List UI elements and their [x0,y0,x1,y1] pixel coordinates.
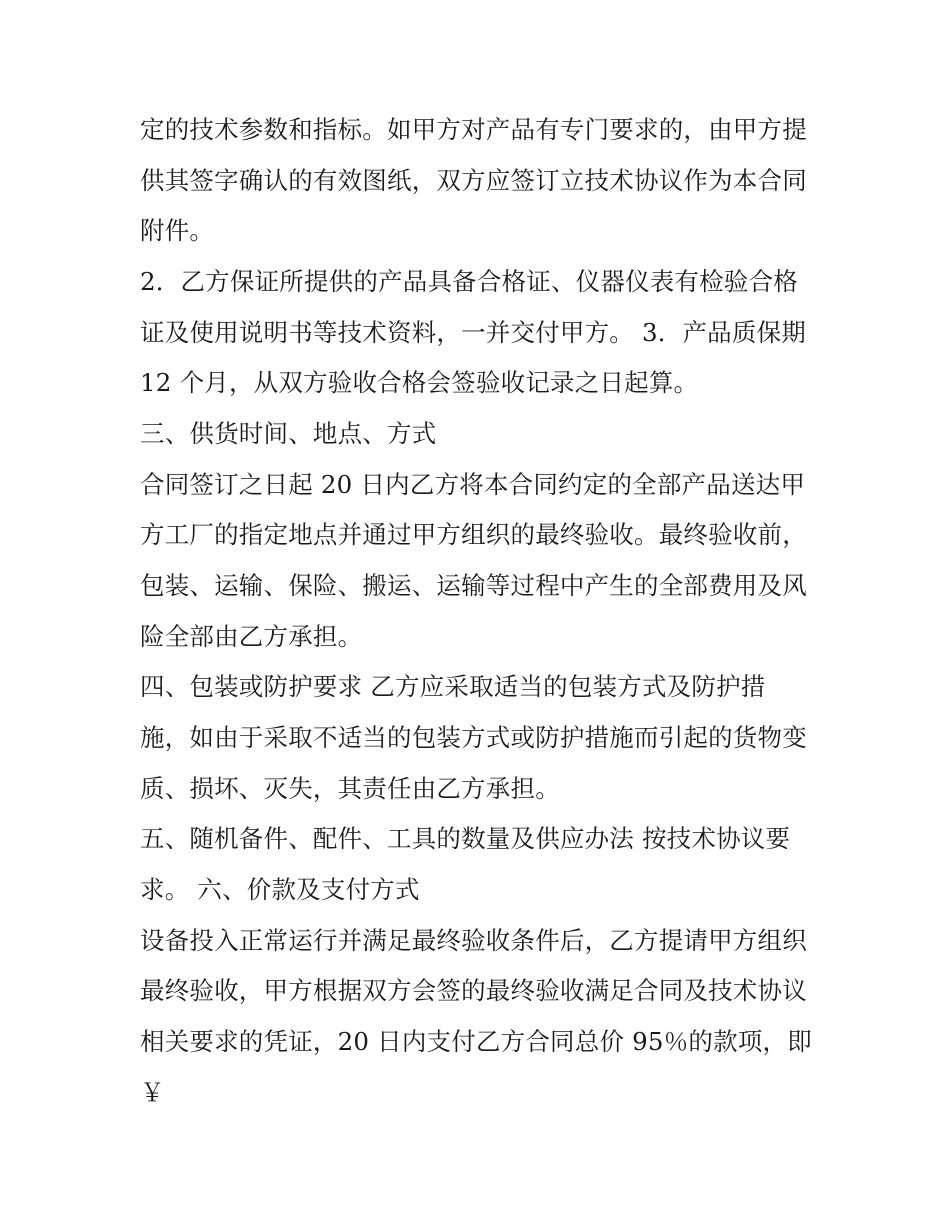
section-heading: 三、供货时间、地点、方式 [140,419,437,448]
text-line: 相关要求的凭证，20 日内支付乙方合同总价 95％的款项，即 [140,1027,812,1056]
text-line: 包装、运输、保险、搬运、运输等过程中产生的全部费用及风 [140,571,807,600]
text-line: 12 个月，从双方验收合格会签验收记录之日起算。 [140,368,699,397]
text-line: 定的技术参数和指标。如甲方对产品有专门要求的，由甲方提 [140,115,807,144]
text-line: 证及使用说明书等技术资料，一并交付甲方。 3．产品质保期 [140,318,806,347]
text-line: 质、损坏、灭失，其责任由乙方承担。 [140,774,560,803]
section-heading: 五、随机备件、配件、工具的数量及供应办法 按技术协议要 [140,824,791,853]
text-line: 附件。 [140,216,215,245]
text-line: 施，如由于采取不适当的包装方式或防护措施而引起的货物变 [140,723,807,752]
section-heading: 四、包装或防护要求 乙方应采取适当的包装方式及防护措 [140,672,766,701]
currency-symbol: ￥ [140,1078,165,1107]
text-line: 供其签字确认的有效图纸，双方应签订立技术协议作为本合同 [140,166,807,195]
text-line: 方工厂的指定地点并通过甲方组织的最终验收。最终验收前， [140,520,807,549]
text-line: 最终验收，甲方根据双方会签的最终验收满足合同及技术协议 [140,976,807,1005]
text-line: 求。 六、价款及支付方式 [140,875,420,904]
text-line: 合同签订之日起 20 日内乙方将本合同约定的全部产品送达甲 [140,470,806,499]
text-line: 险全部由乙方承担。 [140,622,363,651]
text-line: 设备投入正常运行并满足最终验收条件后，乙方提请甲方组织 [140,926,807,955]
text-line: 2．乙方保证所提供的产品具备合格证、仪器仪表有检验合格 [140,267,798,296]
